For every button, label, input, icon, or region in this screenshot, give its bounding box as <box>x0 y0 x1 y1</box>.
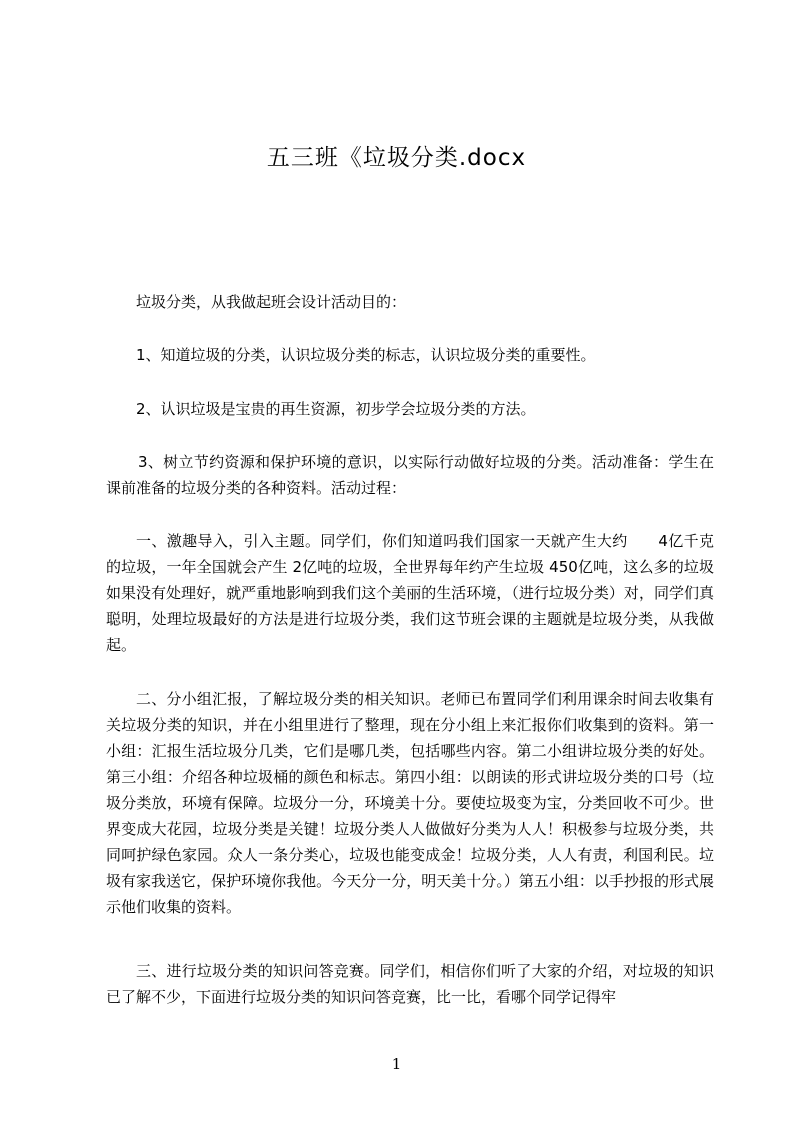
document-title: 五三班《垃圾分类.docx <box>266 145 527 171</box>
goal-1-paragraph: 1、知道垃圾的分类，认识垃圾分类的标志，认识垃圾分类的重要性。 <box>136 346 596 364</box>
intro-paragraph: 垃圾分类，从我做起班会设计活动目的： <box>136 293 407 311</box>
section-1-paragraph: 一、激趣导入，引入主题。同学们，你们知道吗我们国家一天就产生大约 4亿千克的垃圾，一年全国就会产生 2亿吨的垃圾，全世界每年约产生垃圾 450亿吨，这么多的垃圾如果没有处理好，就严重地影响到我们这个美丽的生活环境，（进行垃圾分类）对，同学们真聪明，处理垃圾最好的方法是进行垃圾分类，我们这节班会课的主题就是垃圾分类，从我做起。 <box>106 532 714 654</box>
section-3-paragraph: 三、进行垃圾分类的知识问答竞赛。同学们，相信你们听了大家的介绍，对垃圾的知识已了解不少，下面进行垃圾分类的知识问答竞赛，比一比，看哪个同学记得牢 <box>106 962 714 1006</box>
section-2-paragraph: 二、分小组汇报，了解垃圾分类的相关知识。老师已布置同学们利用课余时间去收集有关垃圾分类的知识，并在小组里进行了整理，现在分小组上来汇报你们收集到的资料。第一小组：汇报生活垃圾分几类，它们是哪几类，包括哪些内容。第二小组讲垃圾分类的好处。第三小组：介绍各种垃圾桶的颜色和标志。第四小组：以朗读的形式讲垃圾分类的口号（垃圾分类放，环境有保障。垃圾分一分，环境美十分。要使垃圾变为宝，分类回收不可少。世界变成大花园，垃圾分类是关键！垃圾分类人人做做好分类为人人！积极参与垃圾分类，共同呵护绿色家园。众人一条分类心，垃圾也能变成金！垃圾分类，人人有责，利国利民。垃圾有家我送它，保护环境你我他。今天分一分，明天美十分。）第五小组：以手抄报的形式展示他们收集的资料。 <box>106 690 714 916</box>
page-number: 1 <box>391 1055 402 1073</box>
goal-2-paragraph: 2、认识垃圾是宝贵的再生资源，初步学会垃圾分类的方法。 <box>136 400 536 418</box>
goal-3-paragraph: 3、树立节约资源和保护环境的意识，以实际行动做好垃圾的分类。活动准备：学生在课前准备的垃圾分类的各种资料。活动过程： <box>106 453 714 497</box>
